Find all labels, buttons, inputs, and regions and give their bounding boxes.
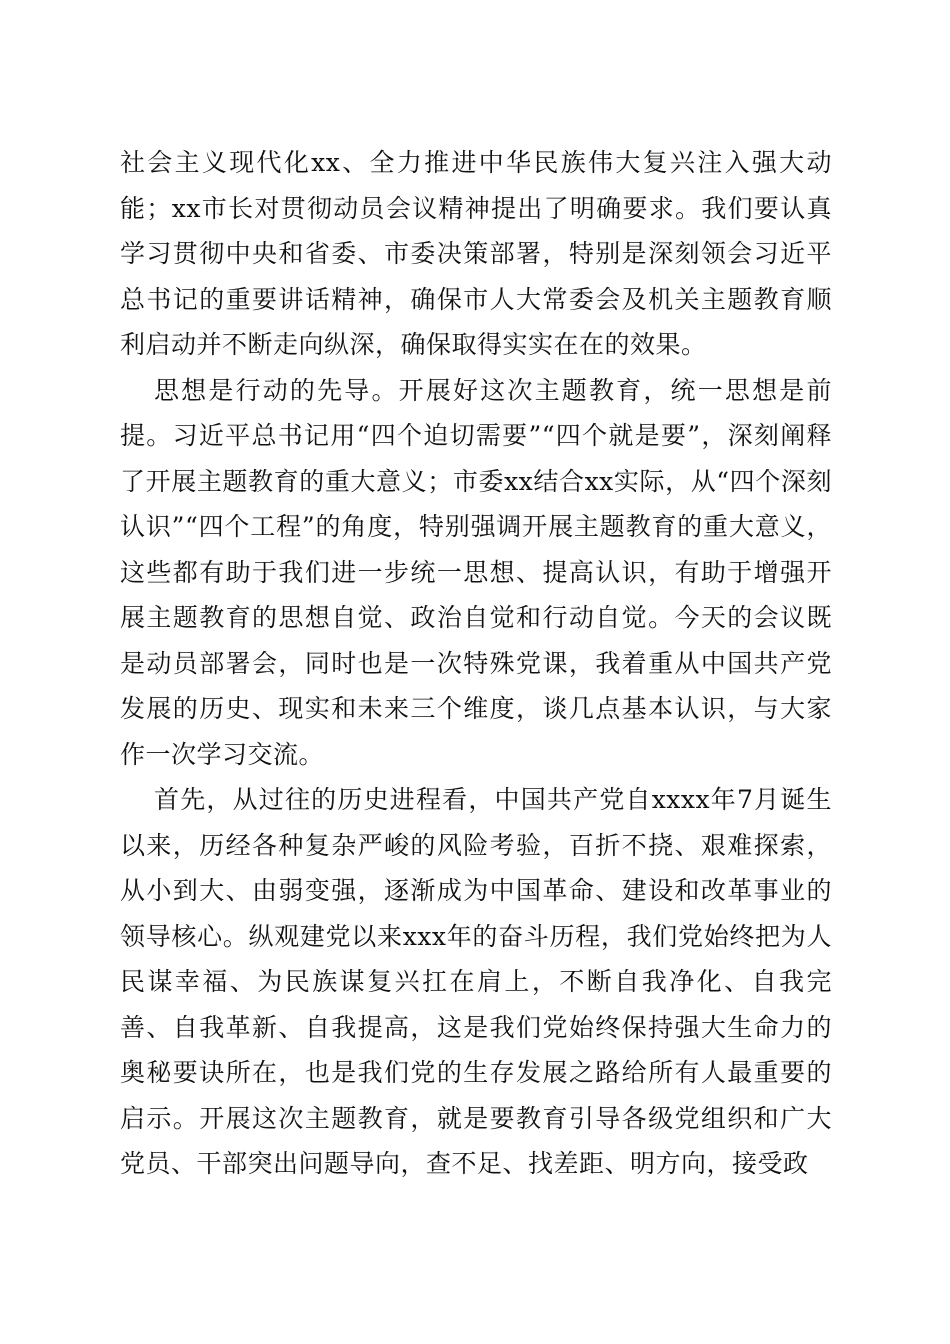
paragraph-historical-process: 首先，从过往的历史进程看，中国共产党自xxxx年7月诞生以来，历经各种复杂严峻的风险考验，百折不挠、艰难探索，从小到大、由弱变强，逐渐成为中国革命、建设和改革事业的领导核心。纵观建党以来xxx年的奋斗历程，我们党始终把为人民谋幸福、为民族谋复兴扛在肩上，不断自我净化、自我完善、自我革新、自我提高，这是我们党始终保持强大生命力的奥秘要诀所在，也是我们党的生存发展之路给所有人最重要的启示。开展这次主题教育，就是要教育引导各级党组织和广大党员、干部突出问题导向，查不足、找差距、明方向，接受政 <box>120 785 832 1178</box>
paragraph-thought-guidance: 思想是行动的先导。开展好这次主题教育，统一思想是前提。习近平总书记用“四个迫切需要”“四个就是要”，深刻阐释了开展主题教育的重大意义；市委xx结合xx实际，从“四个深刻认识”“四个工程”的角度，特别强调开展主题教育的重大意义，这些都有助于我们进一步统一思想、提高认识，有助于增强开展主题教育的思想自觉、政治自觉和行动自觉。今天的会议既是动员部署会，同时也是一次特殊党课，我着重从中国共产党发展的历史、现实和未来三个维度，谈几点基本认识，与大家作一次学习交流。 <box>120 375 832 769</box>
document-body <box>120 140 832 1187</box>
paragraph-continuation: 社会主义现代化xx、全力推进中华民族伟大复兴注入强大动能；xx市长对贯彻动员会议精神提出了明确要求。我们要认真学习贯彻中央和省委、市委决策部署，特别是深刻领会习近平总书记的重要讲话精神，确保市人大常委会及机关主题教育顺利启动并不断走向纵深，确保取得实实在在的效果。 <box>120 148 832 359</box>
